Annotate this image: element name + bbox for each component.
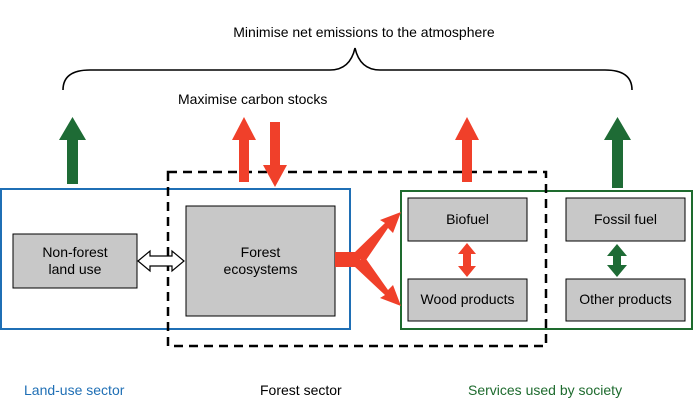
forest-ecosystems-label: Forest ecosystems xyxy=(223,243,298,277)
non-forest-label: Non-forest land use xyxy=(42,243,108,277)
biofuel-wood-exchange-arrow xyxy=(458,243,476,277)
forest-to-biofuel-arrow xyxy=(354,212,401,263)
emissions-brace xyxy=(63,48,632,90)
fossil-fuel-label: Fossil fuel xyxy=(593,210,658,227)
diagram-title: Minimise net emissions to the atmosphere xyxy=(233,24,495,40)
land-use-emission-arrow xyxy=(59,117,86,184)
fossil-other-exchange-arrow xyxy=(607,244,627,277)
forest-sequestration-arrow xyxy=(263,122,287,187)
forest-sector-label: Forest sector xyxy=(260,382,342,398)
wood-products-label: Wood products xyxy=(420,291,515,308)
land-use-sector-label: Land-use sector xyxy=(24,382,125,398)
services-sector-label: Services used by society xyxy=(468,382,623,398)
diagram-subtitle: Maximise carbon stocks xyxy=(178,91,328,107)
land-use-exchange-arrow xyxy=(138,251,184,271)
fossil-emission-arrow xyxy=(604,117,631,188)
biofuel-label: Biofuel xyxy=(446,210,489,227)
forest-to-wood-arrow xyxy=(354,256,401,306)
other-products-label: Other products xyxy=(579,291,672,308)
